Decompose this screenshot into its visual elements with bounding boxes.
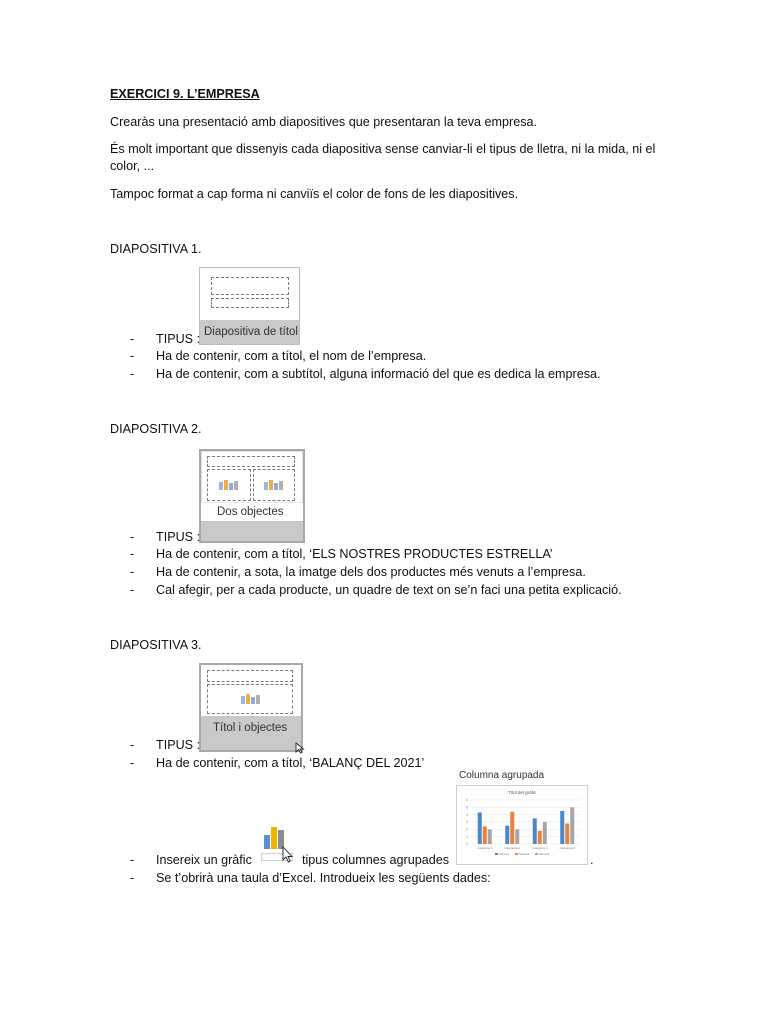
chart-legend-swatch (495, 853, 498, 855)
content-placeholder (207, 684, 293, 714)
intro-paragraph-2: És molt important que dissenyis cada diapositiva sense canviar-li el tipus de lletra, ni la mida, ni el color, ... (110, 142, 656, 173)
title-placeholder (207, 670, 293, 682)
chart-x-tick-label: Categoria 1 (476, 846, 493, 850)
chart-legend-label: Sèries2 (519, 852, 530, 856)
chart-bar (483, 826, 487, 844)
column-chart-icon (260, 825, 296, 867)
chart-y-tick-label: 3 (466, 820, 468, 825)
title-and-content-layout-thumbnail (199, 663, 303, 752)
content-icons (264, 479, 284, 491)
slide1-heading: DIAPOSITIVA 1. (110, 242, 202, 256)
insert-chart-prefix: Insereix un gràfic (156, 853, 252, 867)
chart-bar (505, 826, 509, 844)
thumbnail-caption: Títol i objectes (201, 716, 301, 750)
thumbnail-caption: Dos objectes (201, 502, 303, 521)
chart-bar (560, 811, 564, 844)
chart-bar (478, 812, 482, 844)
chart-y-tick-label: 0 (466, 842, 468, 847)
chart-y-tick-label: 2 (466, 827, 468, 832)
intro-paragraph-1: Crearàs una presentació amb diapositives que presentaran la teva empresa. (110, 115, 538, 129)
content-icons (241, 693, 261, 705)
insert-chart-suffix: . (590, 853, 594, 867)
chart-type-caption: Columna agrupada (459, 770, 545, 781)
insert-chart-button[interactable] (260, 825, 296, 867)
clustered-column-chart-thumbnail (456, 785, 588, 865)
thumbnail-caption: Diapositiva de títol (200, 320, 299, 344)
chart-x-tick-label: Categoria 3 (531, 846, 548, 850)
title-slide-layout-thumbnail (199, 267, 300, 345)
chart-y-tick-label: 5 (466, 805, 468, 810)
chart-title: Títol del gràfic (507, 790, 537, 795)
chart-bar (543, 822, 547, 844)
chart-x-tick-label: Categoria 4 (559, 846, 576, 850)
intro-paragraph-3: Tampoc format a cap forma ni canviïs el color de fons de les diapositives. (110, 187, 519, 201)
slide3-heading: DIAPOSITIVA 3. (110, 638, 202, 652)
chart-bar (533, 818, 537, 844)
title-placeholder (211, 277, 289, 295)
two-content-layout-thumbnail (199, 449, 305, 543)
title-placeholder (207, 456, 295, 467)
content-icons (219, 479, 239, 491)
chart-legend-swatch (535, 853, 538, 855)
chart-y-tick-label: 1 (466, 834, 468, 839)
cursor-arrow-icon (295, 742, 305, 754)
chart-bar (510, 812, 514, 844)
insert-chart-middle: tipus columnes agrupades (302, 853, 450, 867)
chart-bar (570, 807, 574, 844)
subtitle-placeholder (211, 298, 289, 308)
chart-y-tick-label: 4 (466, 812, 468, 817)
slide2-heading: DIAPOSITIVA 2. (110, 422, 202, 436)
chart-legend-label: Sèries3 (539, 852, 550, 856)
chart-bar (538, 831, 542, 844)
chart-legend-swatch (515, 853, 518, 855)
content-placeholder-right (253, 469, 295, 501)
chart-legend-label: Sèries1 (499, 852, 510, 856)
document-page: EXERCICI 9. L’EMPRESA Crearàs una presentació amb diapositives que presentaran la teva empresa. És molt important que dissenyis cada diapositiva sense canviar-li el tipus de lletra, ni la mida, ni el color, ... Tampoc format a cap forma ni canviïs el color de fons de les diapositives. DIAPOSITIVA 1. Diapositiva de títol - TIPUS : - Ha de contenir, com a títol, el nom de l’empresa. - Ha de contenir, com a subtítol, alguna informació del que es dedica la empresa. DIAPOSITIVA 2. Dos objectes - TIPUS : - Ha de contenir, com a títol, ‘ELS NOSTRES PRODUCTES ESTRELLA’ - Ha de contenir, a sota, la imatge dels dos productes més venuts a l’empresa. - Cal afegir, per a cada producte, un quadre de text on se’n faci una petita explicació. DIAPOSITIVA 3. Títol i objectes - TIPUS : - Ha de contenir, com a títol, ‘BALANÇ DEL 2021’ Columna agrupada Títol del gràfic 0 1 2 3 4 5 6 Categoria 1 Categoria 2 Categoria 3 Categoria 4 Sèries1 Sèries2 Sèries3 - Insereix un gràfic tipus columnes agrupades . - Se t’obrirà una taula d’Excel. Introdueix les següents dades: (0, 0, 768, 1024)
content-placeholder-left (207, 469, 251, 501)
chart-bar (515, 829, 519, 844)
exercise-title: EXERCICI 9. L’EMPRESA (110, 87, 260, 101)
chart-x-tick-label: Categoria 2 (504, 846, 521, 850)
chart-bar (488, 829, 492, 844)
chart-svg (457, 786, 587, 864)
chart-bar (565, 823, 569, 844)
chart-y-tick-label: 6 (466, 798, 468, 803)
